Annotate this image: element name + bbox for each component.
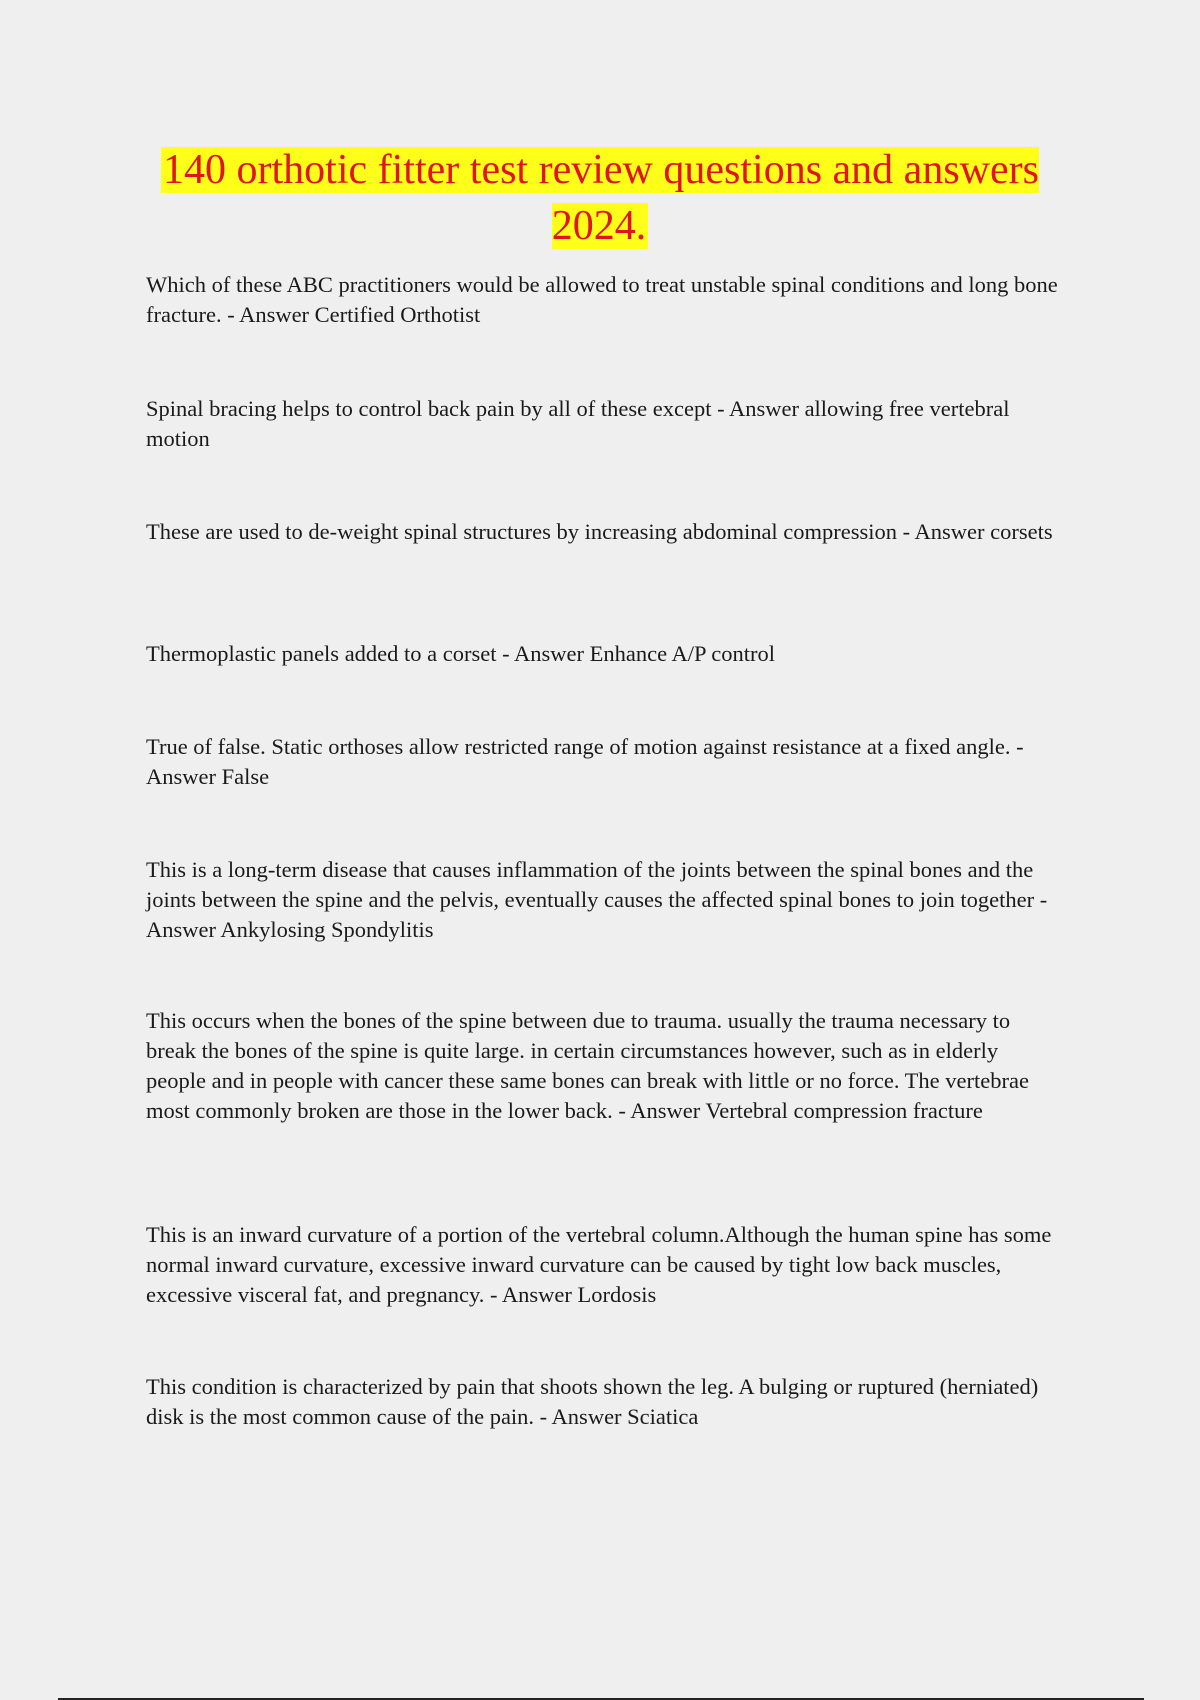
qa-item-9: This condition is characterized by pain that shoots shown the leg. A bulging or ruptured (herniated) disk is the most common cause of the pain. - Answer Sciatica	[146, 1374, 1039, 1429]
qa-item-7: This occurs when the bones of the spine between due to trauma. usually the trauma necessary to break the bones of the spine is quite large. in certain circumstances however, such as in elderly people and in people with cancer these same bones can break with little or no force. The vertebrae most commonly broken are those in the lower back. - Answer Vertebral compression fracture	[146, 1008, 1029, 1123]
qa-item-2: Spinal bracing helps to control back pain by all of these except - Answer allowing free vertebral motion	[146, 396, 1010, 451]
qa-item-5: True of false. Static orthoses allow restricted range of motion against resistance at a fixed angle. - Answer False	[146, 734, 1024, 789]
qa-item-3: These are used to de-weight spinal structures by increasing abdominal compression - Answer corsets	[146, 519, 1053, 544]
qa-item-6: This is a long-term disease that causes inflammation of the joints between the spinal bones and the joints between the spine and the pelvis, eventually causes the affected spinal bones to join together - Answer Ankylosing Spondylitis	[146, 857, 1048, 942]
qa-item-1: Which of these ABC practitioners would be allowed to treat unstable spinal conditions and long bone fracture. - Answer Certified Orthotist	[146, 272, 1058, 327]
qa-item-8: This is an inward curvature of a portion of the vertebral column.Although the human spine has some normal inward curvature, excessive inward curvature can be caused by tight low back muscles, excessive visceral fat, and pregnancy. - Answer Lordosis	[146, 1222, 1052, 1307]
title-highlight: 140 orthotic fitter test review questions and answers 2024.	[163, 147, 1039, 249]
document-title	[146, 142, 1054, 254]
qa-item-4: Thermoplastic panels added to a corset - Answer Enhance A/P control	[146, 641, 775, 666]
